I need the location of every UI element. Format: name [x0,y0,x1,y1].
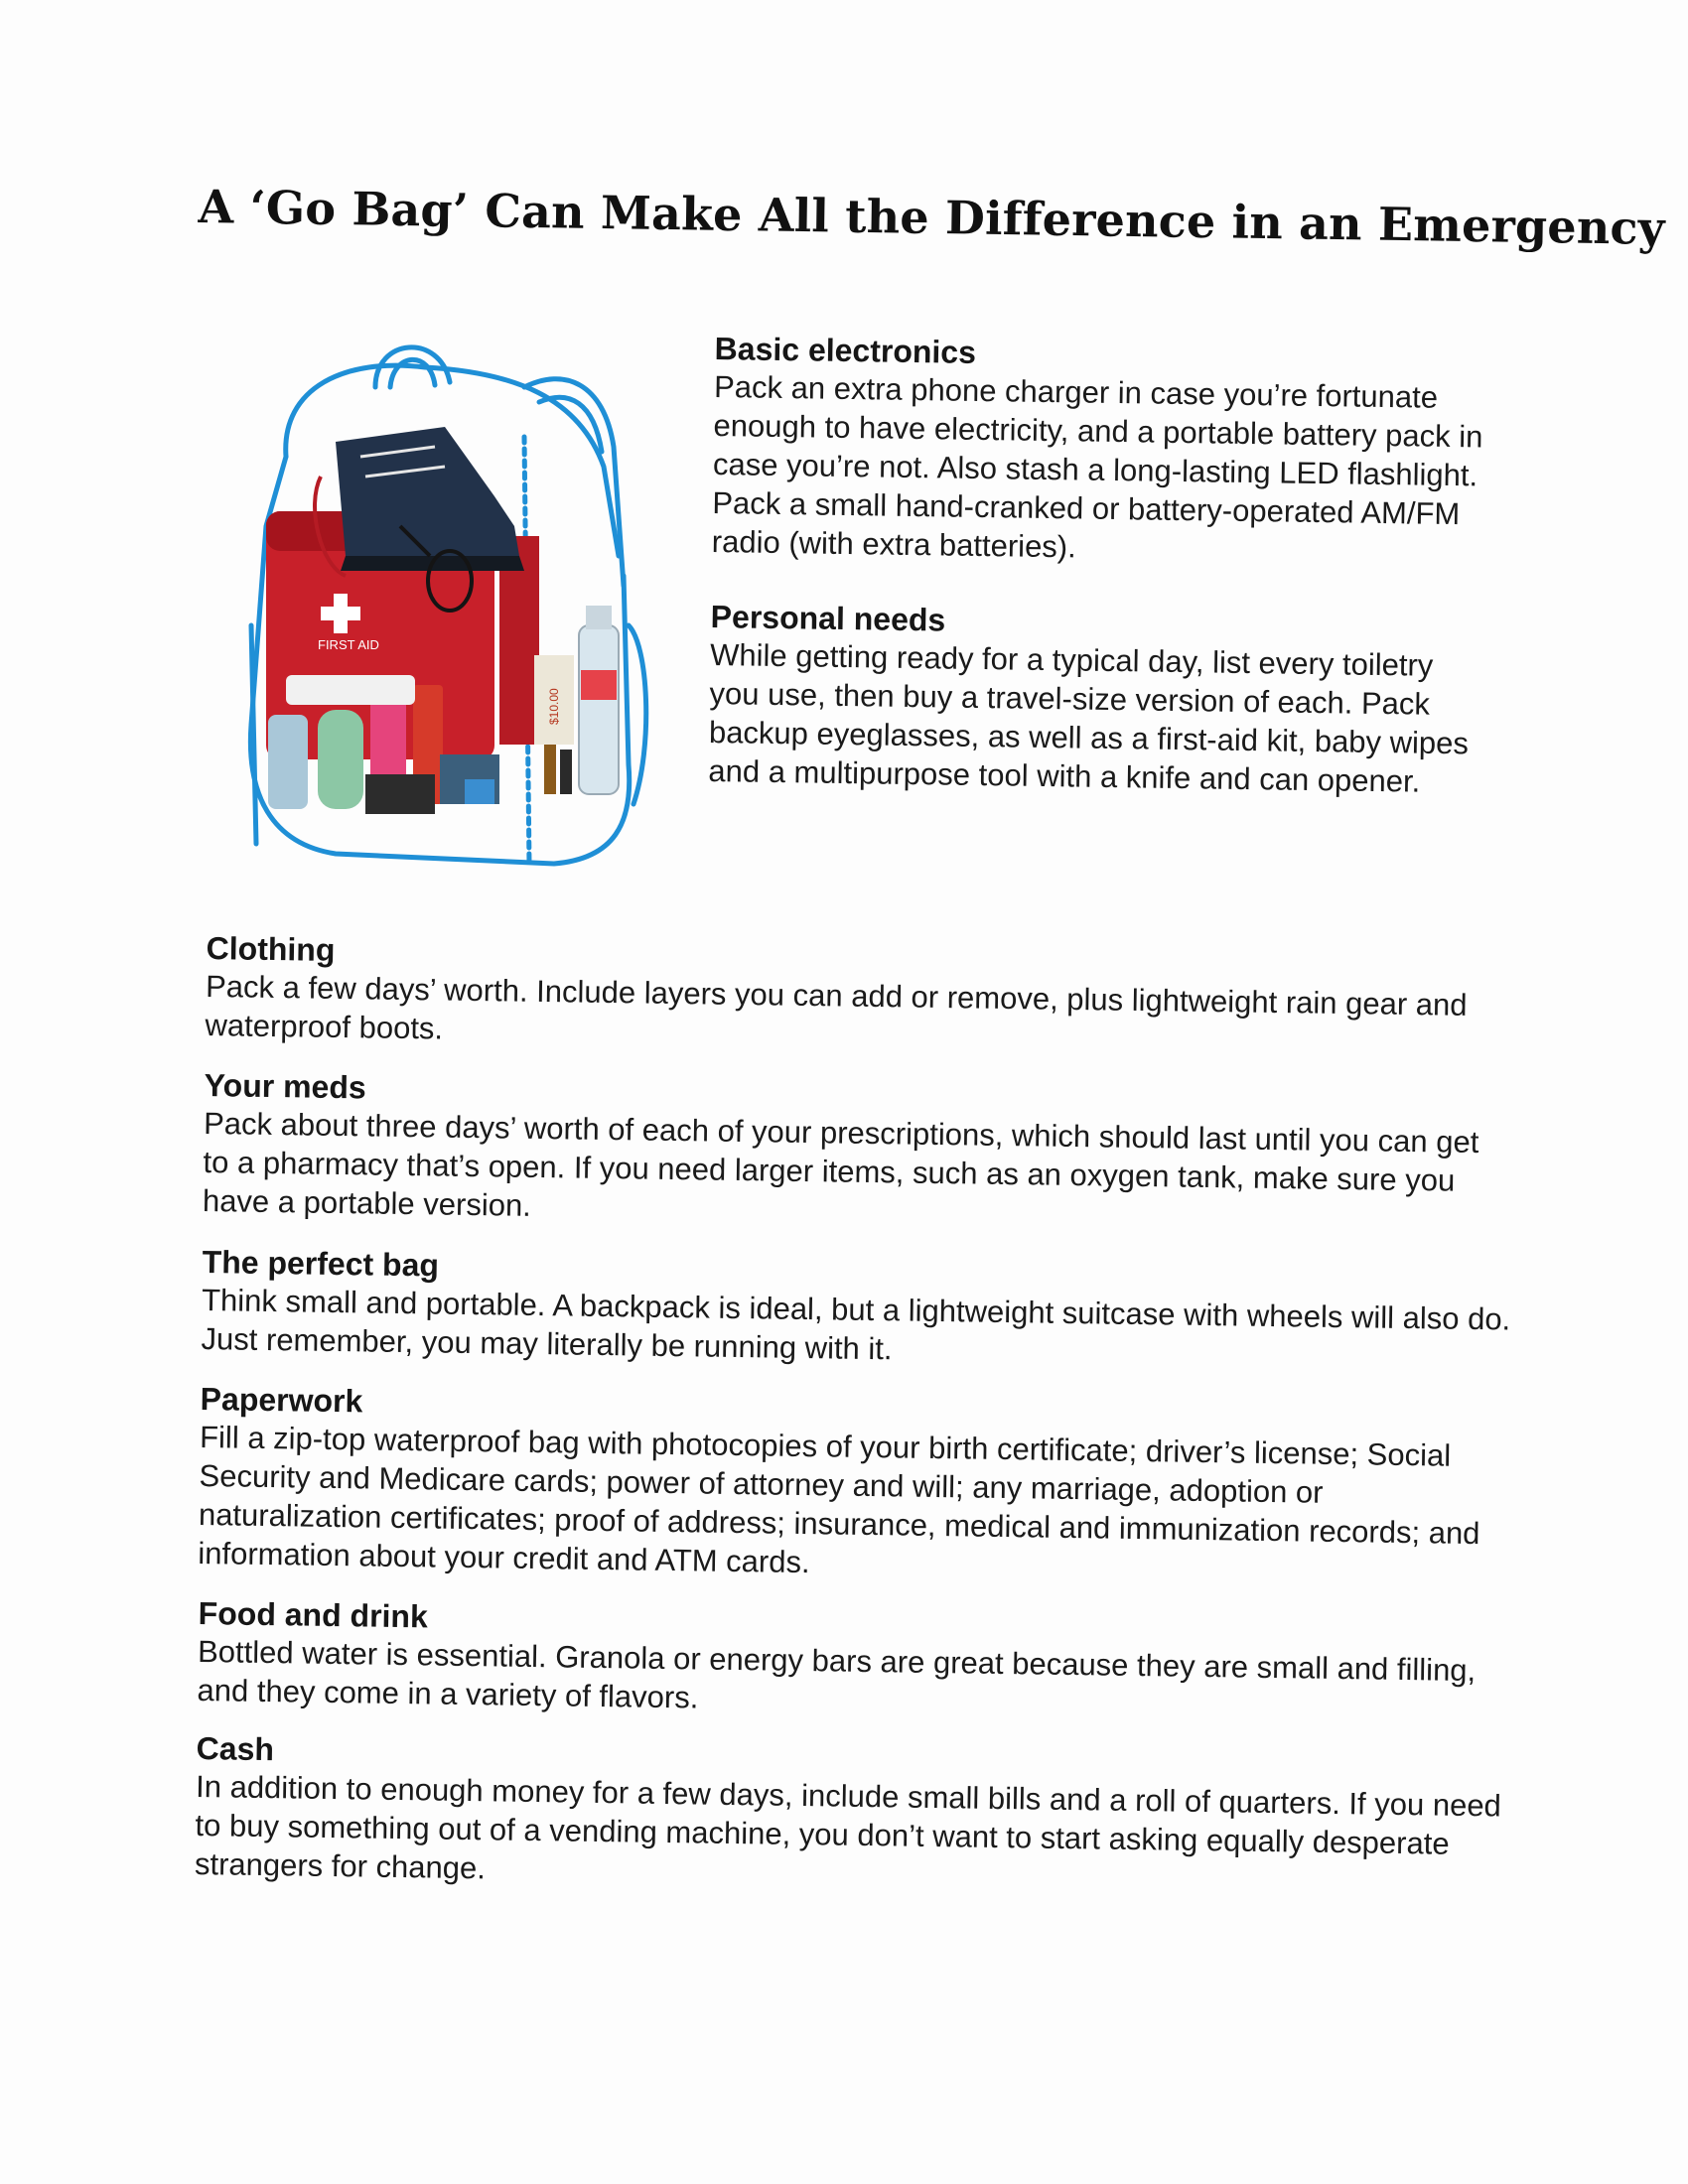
section-heading: Clothing [206,929,336,968]
boot [336,427,524,571]
section-heading: Paperwork [200,1380,363,1420]
first-aid-label: FIRST AID [318,637,379,652]
page-title: A ‘Go Bag’ Can Make All the Difference in an Emergency [198,179,1666,255]
section-heading: The perfect bag [202,1243,440,1284]
section-body: Pack about three days’ worth of each of your prescriptions, which should last until you can get to a pharmacy that’s open. If you need larger items, such as an oxygen tank, make sure you have a portable version. [202,1105,1479,1223]
section-perfect-bag [201,1243,1513,1378]
section-heading: Personal needs [710,598,946,638]
section-food-and-drink [197,1594,1509,1729]
section-body: Pack a few days’ worth. Include layers you can add or remove, plus lightweight rain gear and waterproof boots. [205,968,1468,1046]
section-clothing [205,929,1497,1063]
section-heading: Cash [196,1729,275,1768]
section-body: In addition to enough money for a few days, include small bills and a roll of quarters. If you need to buy something out of a vending machine, you don’t want to start asking equally desperate strangers for change. [194,1768,1502,1886]
section-your-meds [203,1066,1495,1239]
section-body: Fill a zip-top waterproof bag with photocopies of your birth certificate; driver’s license; Social Security and Medicare cards; power of attorney and will; any marriage, adoption or naturalization certificates; proof of address; insurance, medical and immunization records; and information about your credit and ATM cards. [198,1419,1480,1580]
section-body: Think small and portable. A backpack is ideal, but a lightweight suitcase with wheels will also do. Just remember, you may literally be running with it. [201,1282,1511,1367]
cash-bill-label: $10.00 [547,688,561,725]
section-body: Bottled water is essential. Granola or energy bars are great because they are small and filling, and they come in a variety of flavors. [197,1633,1477,1715]
section-body: Pack an extra phone charger in case you’re fortunate enough to have electricity, and a portable battery pack in case you’re not. Also stash a long-lasting LED flashlight. Pack a small hand-cranked or battery-operated AM/FM radio (with extra batteries). [711,368,1483,565]
section-heading: Food and drink [198,1594,429,1635]
section-basic-electronics [712,330,1489,573]
section-heading: Basic electronics [714,330,977,370]
water-bottle [579,606,619,794]
go-bag-illustration [226,328,663,874]
section-heading: Your meds [204,1066,366,1106]
batteries [534,655,574,794]
section-body: While getting ready for a typical day, list every toiletry you use, then buy a travel-size version of each. Pack backup eyeglasses, as well as a first-aid kit, baby wipes and a multipurpose tool with a knife and can opener. [708,636,1470,799]
section-cash [195,1729,1507,1903]
section-paperwork [198,1380,1511,1592]
section-personal-needs [708,598,1485,802]
